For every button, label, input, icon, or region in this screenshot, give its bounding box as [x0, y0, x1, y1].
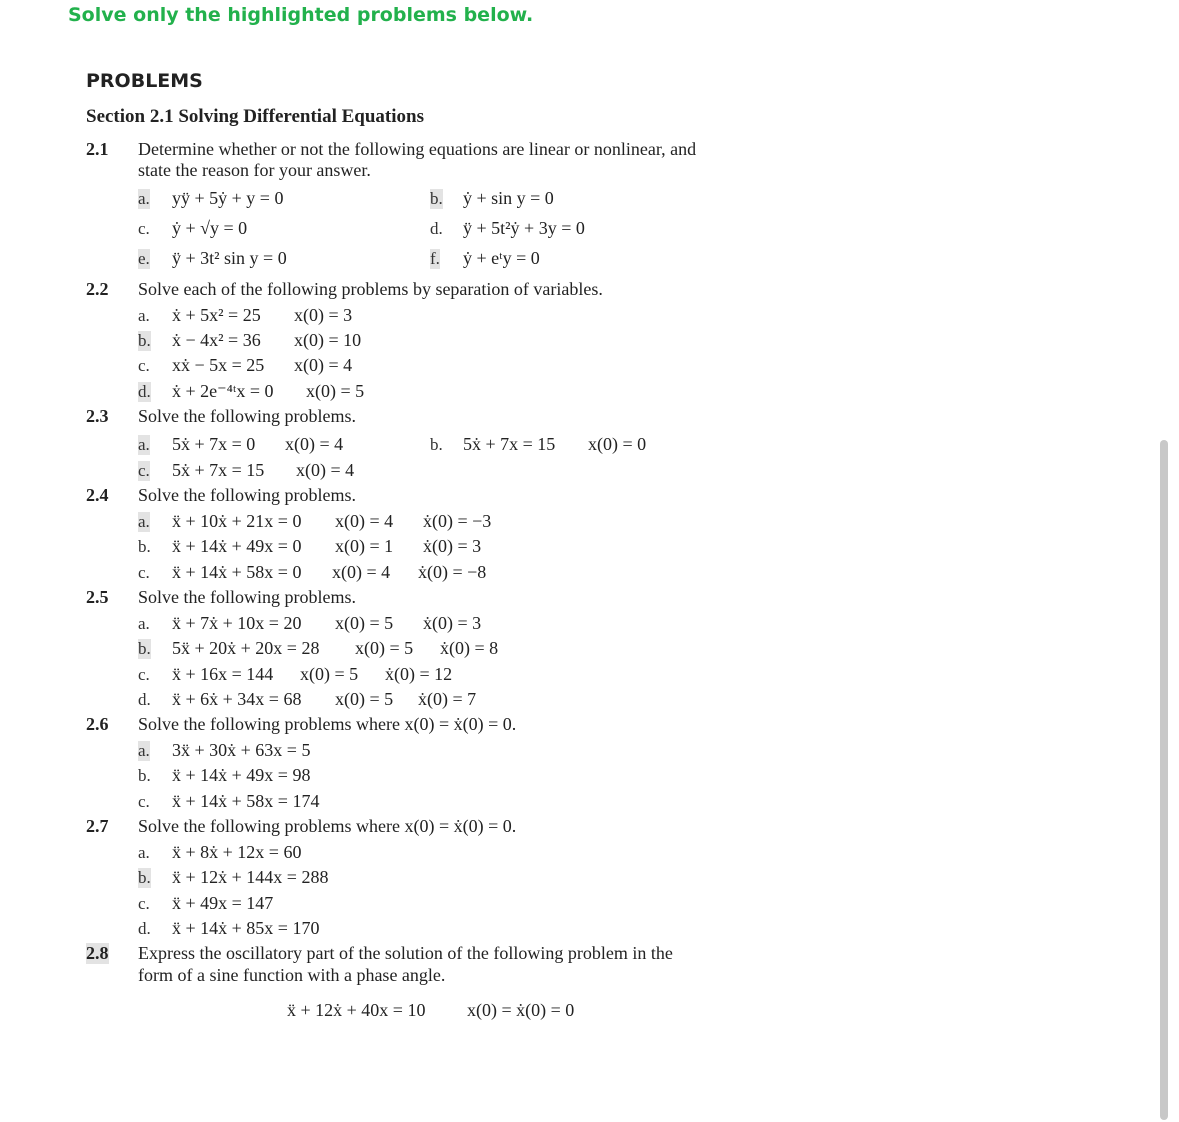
section-title: Section 2.1 Solving Differential Equations — [86, 106, 424, 127]
problem-2-6-eq-b: ẍ + 14ẋ + 49x = 98 — [172, 765, 311, 785]
problem-2-5-ic1-d: x(0) = 5 — [335, 689, 394, 709]
problem-2-3-label-a: a. — [138, 435, 150, 454]
problem-2-1-text-line1: Determine whether or not the following equations are linear or nonlinear, and — [138, 139, 697, 159]
instruction-text: Solve only the highlighted problems below. — [68, 4, 534, 26]
problem-2-1-label-c: c. — [138, 219, 150, 238]
problem-2-5-ic2-d: ẋ(0) = 7 — [418, 689, 477, 709]
problem-2-1-eq-f: ẏ + eᵗy = 0 — [463, 248, 540, 268]
problem-2-3-number: 2.3 — [86, 406, 109, 426]
problem-2-5-ic1-c: x(0) = 5 — [300, 664, 359, 684]
problem-2-7-label-d: d. — [138, 919, 151, 938]
problem-2-5-ic1-b: x(0) = 5 — [355, 638, 414, 658]
problem-2-8-text-line2: form of a sine function with a phase angle. — [138, 965, 446, 985]
problem-2-2-label-d: d. — [138, 382, 151, 401]
problem-2-3-label-c: c. — [138, 461, 150, 480]
problem-2-1-eq-d: ÿ + 5t²ẏ + 3y = 0 — [463, 218, 585, 238]
problem-2-4-ic1-a: x(0) = 4 — [335, 511, 394, 531]
problem-2-6-eq-a: 3ẍ + 30ẋ + 63x = 5 — [172, 740, 311, 760]
problem-2-4-ic2-a: ẋ(0) = −3 — [423, 511, 492, 531]
problem-2-5-ic2-a: ẋ(0) = 3 — [423, 613, 482, 633]
problem-2-1-label-e: e. — [138, 249, 150, 268]
problem-2-5-eq-b: 5ẍ + 20ẋ + 20x = 28 — [172, 638, 320, 658]
problem-2-4-label-c: c. — [138, 563, 150, 582]
problem-2-2-ic-c: x(0) = 4 — [294, 355, 353, 375]
problem-2-5-label-d: d. — [138, 690, 151, 709]
problem-2-3-ic-a: x(0) = 4 — [285, 434, 344, 454]
problem-2-5-ic1-a: x(0) = 5 — [335, 613, 394, 633]
problem-2-5-number: 2.5 — [86, 587, 109, 607]
problem-2-1-label-d: d. — [430, 219, 443, 238]
problems-heading: PROBLEMS — [86, 70, 203, 92]
problem-2-5-ic2-c: ẋ(0) = 12 — [385, 664, 453, 684]
problem-2-2-eq-c: xẋ − 5x = 25 — [172, 355, 265, 375]
problem-2-1-label-f: f. — [430, 249, 440, 268]
problem-2-1-number: 2.1 — [86, 139, 109, 159]
problem-2-6-number: 2.6 — [86, 714, 109, 734]
problem-2-3-ic-b: x(0) = 0 — [588, 434, 647, 454]
problem-2-7-label-a: a. — [138, 843, 150, 862]
problem-2-2-text: Solve each of the following problems by separation of variables. — [138, 279, 603, 299]
problem-2-7-eq-c: ẍ + 49x = 147 — [172, 893, 274, 913]
problem-2-3-eq-b: 5ẋ + 7x = 15 — [463, 434, 556, 454]
problem-2-8-initial-conditions: x(0) = ẋ(0) = 0 — [467, 1000, 575, 1020]
problem-2-8-equation: ẍ + 12ẋ + 40x = 10 — [287, 1000, 426, 1020]
problem-2-8-text-line1: Express the oscillatory part of the solution of the following problem in the — [138, 943, 673, 963]
problem-2-5-eq-d: ẍ + 6ẋ + 34x = 68 — [172, 689, 302, 709]
problem-2-2-label-c: c. — [138, 356, 150, 375]
problem-2-4-text: Solve the following problems. — [138, 485, 356, 505]
problem-2-4-label-a: a. — [138, 512, 150, 531]
problem-2-7-eq-b: ẍ + 12ẋ + 144x = 288 — [172, 867, 329, 887]
problem-2-8-number: 2.8 — [86, 943, 109, 963]
problem-2-3-label-b: b. — [430, 435, 443, 454]
problem-2-6-label-c: c. — [138, 792, 150, 811]
problem-2-3-text: Solve the following problems. — [138, 406, 356, 426]
problem-2-1-eq-c: ẏ + √y = 0 — [172, 218, 248, 238]
problem-2-1-eq-e: ÿ + 3t² sin y = 0 — [172, 248, 287, 268]
problem-2-4-eq-a: ẍ + 10ẋ + 21x = 0 — [172, 511, 302, 531]
problem-2-2-ic-a: x(0) = 3 — [294, 305, 353, 325]
problem-2-5-eq-c: ẍ + 16x = 144 — [172, 664, 274, 684]
problem-2-2-label-a: a. — [138, 306, 150, 325]
problem-2-7-number: 2.7 — [86, 816, 109, 836]
problem-2-1-label-b: b. — [430, 189, 443, 208]
problem-2-6-label-b: b. — [138, 766, 151, 785]
problem-2-7-label-b: b. — [138, 868, 151, 887]
problem-2-4-eq-c: ẍ + 14ẋ + 58x = 0 — [172, 562, 302, 582]
problem-2-3-eq-c: 5ẋ + 7x = 15 — [172, 460, 265, 480]
problem-2-5-label-c: c. — [138, 665, 150, 684]
problem-2-6-text: Solve the following problems where x(0) = ẋ(0) = 0. — [138, 714, 517, 734]
problem-2-7-eq-d: ẍ + 14ẋ + 85x = 170 — [172, 918, 320, 938]
problem-2-5-ic2-b: ẋ(0) = 8 — [440, 638, 499, 658]
problem-2-2-number: 2.2 — [86, 279, 109, 299]
problem-2-7-label-c: c. — [138, 894, 150, 913]
problem-2-1-eq-a: yÿ + 5ẏ + y = 0 — [172, 188, 284, 208]
problem-2-5-label-b: b. — [138, 639, 151, 658]
problem-2-3-eq-a: 5ẋ + 7x = 0 — [172, 434, 256, 454]
vertical-scrollbar[interactable] — [1160, 440, 1168, 1120]
problem-2-4-ic1-c: x(0) = 4 — [332, 562, 391, 582]
problem-2-1-eq-b: ẏ + sin y = 0 — [463, 188, 554, 208]
problem-2-1-text-line2: state the reason for your answer. — [138, 160, 371, 180]
problem-2-1-label-a: a. — [138, 189, 150, 208]
problem-2-2-eq-d: ẋ + 2e⁻⁴ᵗx = 0 — [172, 381, 274, 401]
problem-2-2-ic-b: x(0) = 10 — [294, 330, 362, 350]
problem-2-5-label-a: a. — [138, 614, 150, 633]
problem-2-7-eq-a: ẍ + 8ẋ + 12x = 60 — [172, 842, 302, 862]
problem-2-7-text: Solve the following problems where x(0) = ẋ(0) = 0. — [138, 816, 517, 836]
problem-2-4-ic1-b: x(0) = 1 — [335, 536, 394, 556]
problem-2-2-ic-d: x(0) = 5 — [306, 381, 365, 401]
problem-2-3-ic-c: x(0) = 4 — [296, 460, 355, 480]
problem-2-2-eq-b: ẋ − 4x² = 36 — [172, 330, 261, 350]
problem-2-2-label-b: b. — [138, 331, 151, 350]
problem-2-5-eq-a: ẍ + 7ẋ + 10x = 20 — [172, 613, 302, 633]
problem-2-6-label-a: a. — [138, 741, 150, 760]
problem-2-6-eq-c: ẍ + 14ẋ + 58x = 174 — [172, 791, 320, 811]
problem-2-4-label-b: b. — [138, 537, 151, 556]
problem-2-4-ic2-c: ẋ(0) = −8 — [418, 562, 487, 582]
problem-2-2-eq-a: ẋ + 5x² = 25 — [172, 305, 261, 325]
problem-2-5-text: Solve the following problems. — [138, 587, 356, 607]
problem-2-4-eq-b: ẍ + 14ẋ + 49x = 0 — [172, 536, 302, 556]
problem-2-4-ic2-b: ẋ(0) = 3 — [423, 536, 482, 556]
problem-2-4-number: 2.4 — [86, 485, 109, 505]
